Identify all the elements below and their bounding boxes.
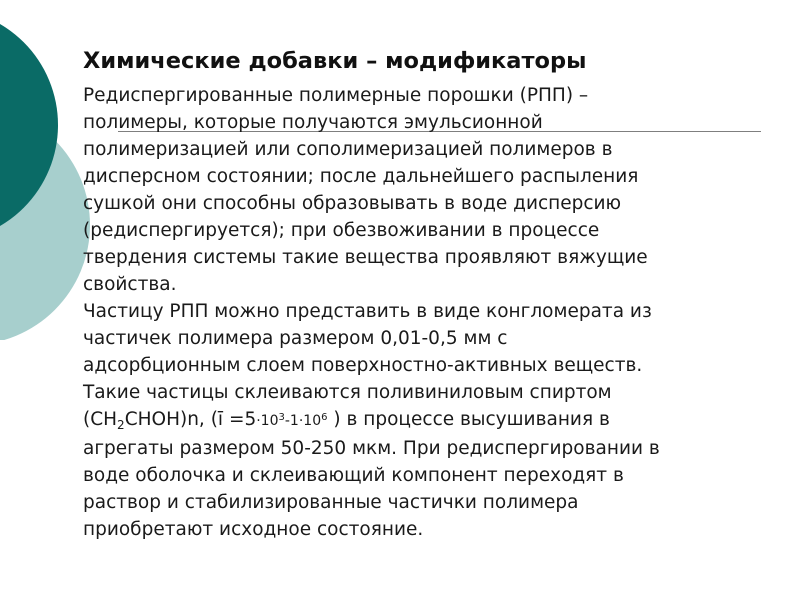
body-line: полимеризацией или сополимеризацией полимеров в [83, 139, 613, 160]
formula-ten: 10 [260, 413, 279, 429]
formula-exponent: 3 [278, 412, 285, 423]
formula-ten: 10 [303, 413, 322, 429]
body-line: воде оболочка и склеивающий компонент переходят в [83, 465, 624, 486]
body-line: адсорбционным слоем поверхностно-активных веществ. [83, 355, 643, 376]
slide-body [83, 82, 783, 543]
formula-symbol: ī [217, 409, 224, 430]
body-line: Редиспергированные полимерные порошки (РПП) – [83, 85, 589, 106]
formula-tail: ) в процессе высушивания в [327, 409, 610, 430]
body-line: свойства. [83, 274, 177, 295]
body-line: дисперсном состоянии; после дальнейшего распыления [83, 166, 639, 187]
body-line: агрегаты размером 50-250 мкм. При редиспергировании в [83, 438, 660, 459]
body-line: частичек полимера размером 0,01-0,5 мм с [83, 328, 508, 349]
body-line: твердения системы такие вещества проявляют вяжущие [83, 247, 648, 268]
formula-open: (CH [83, 409, 118, 430]
body-line: Частицу РПП можно представить в виде конгломерата из [83, 301, 652, 322]
body-line: Такие частицы склеиваются поливиниловым спиртом [83, 382, 612, 403]
formula-subscript: 2 [117, 418, 125, 432]
formula-rest: CHOH)n, ( [124, 409, 218, 430]
formula-dot: · [256, 413, 261, 429]
body-line: сушкой они способны образовывать в воде дисперсию [83, 193, 622, 214]
formula-line [83, 406, 783, 435]
formula-dot: · [298, 413, 304, 429]
formula-exponent: 6 [321, 412, 328, 423]
formula-eq: =5 [223, 409, 257, 430]
body-line: приобретают исходное состояние. [83, 519, 424, 540]
formula-minus: -1 [284, 413, 299, 429]
body-line: (редиспергируется); при обезвоживании в процессе [83, 220, 600, 241]
slide-title: Химические добавки – модификаторы [83, 48, 587, 74]
body-line: раствор и стабилизированные частички полимера [83, 492, 579, 513]
body-line: полимеры, которые получаются эмульсионной [83, 112, 543, 133]
